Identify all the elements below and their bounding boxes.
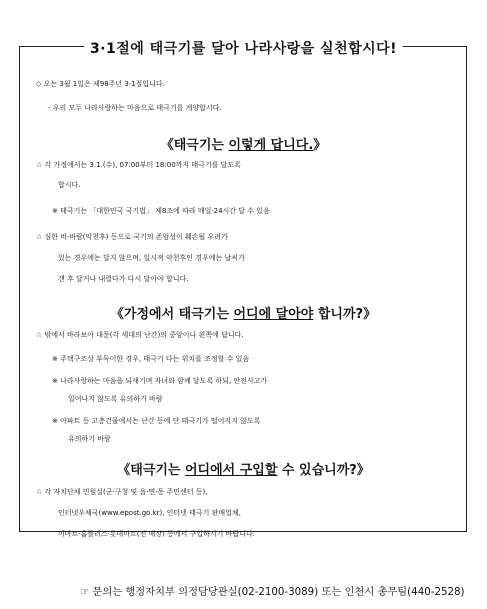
section2-heading: 《가정에서 태극기는 어디에 달아야 합니까?》 bbox=[110, 307, 377, 322]
section2-note2-line1: ※ 나라사랑하는 마음을 되새기며 자녀와 함께 달도록 하되, 안전사고가 bbox=[52, 377, 268, 385]
section2-note3-line2: 유의하기 바람 bbox=[68, 435, 111, 443]
section2-note3-line1: ※ 아파트 등 고층건물에서는 난간 등에 단 태극기가 떨어지지 않도록 bbox=[52, 417, 261, 425]
section1-heading: 《태극기는 이렇게 답니다.》 bbox=[160, 138, 327, 153]
section3-line1: ☆ 각 자치단체 민원실(군·구청 및 읍·면·동 주민센터 등), bbox=[36, 488, 208, 496]
notice-title: 3·1절에 태극기를 달아 나라사랑을 실천합시다! bbox=[0, 38, 487, 58]
contact-footer: ☞ 문의는 행정자치부 의정담당관실(02-2100-3089) 또는 인천시 총무팀(440-2528) bbox=[80, 586, 465, 598]
section2-note1: ※ 주택구조상 부득이한 경우, 태극기 다는 위치를 조정할 수 있음 bbox=[52, 355, 250, 363]
intro-bullet-2: - 우리 모두 나라사랑하는 마음으로 태극기를 게양합시다. bbox=[48, 104, 222, 112]
section2-item1: ☆ 밖에서 바라보아 대문(각 세대의 난간)의 중앙이나 왼쪽에 답니다. bbox=[36, 331, 244, 339]
section1-item2-line2: 있는 경우에는 달지 않으며, 일시적 악천후인 경우에는 날씨가 bbox=[58, 254, 245, 262]
section1-item1-line2: 합시다. bbox=[58, 181, 81, 189]
section3-line2: 인터넷우체국(www.epost.go.kr), 인터넷 태극기 판매업체, bbox=[58, 509, 241, 517]
intro-bullet-1: ◇ 오는 3월 1일은 제98주년 3·1절입니다. bbox=[36, 80, 165, 88]
section1-item2-line3: 갠 후 달거나 내렸다가 다시 달아야 합니다. bbox=[58, 275, 189, 283]
section3-heading: 《태극기는 어디에서 구입할 수 있습니까?》 bbox=[117, 463, 370, 478]
section1-item2-line1: ☆ 심한 비·바람(악천후) 등으로 국기의 존엄성이 훼손될 우려가 bbox=[36, 233, 228, 241]
section2-note2-line2: 일어나지 않도록 유의하기 바람 bbox=[68, 395, 163, 403]
section1-note1: ※ 태극기는 「대한민국 국기법」 제8조에 따라 매일·24시간 달 수 있음 bbox=[52, 207, 270, 215]
section1-item1-line1: ☆ 각 가정에서는 3.1.(수), 07:00부터 18:00까지 태극기를 달도록 bbox=[36, 161, 241, 169]
section3-line3: 이마트·홈플러스·롯데마트(전 매장) 등에서 구입하시기 바랍니다. bbox=[58, 530, 255, 538]
